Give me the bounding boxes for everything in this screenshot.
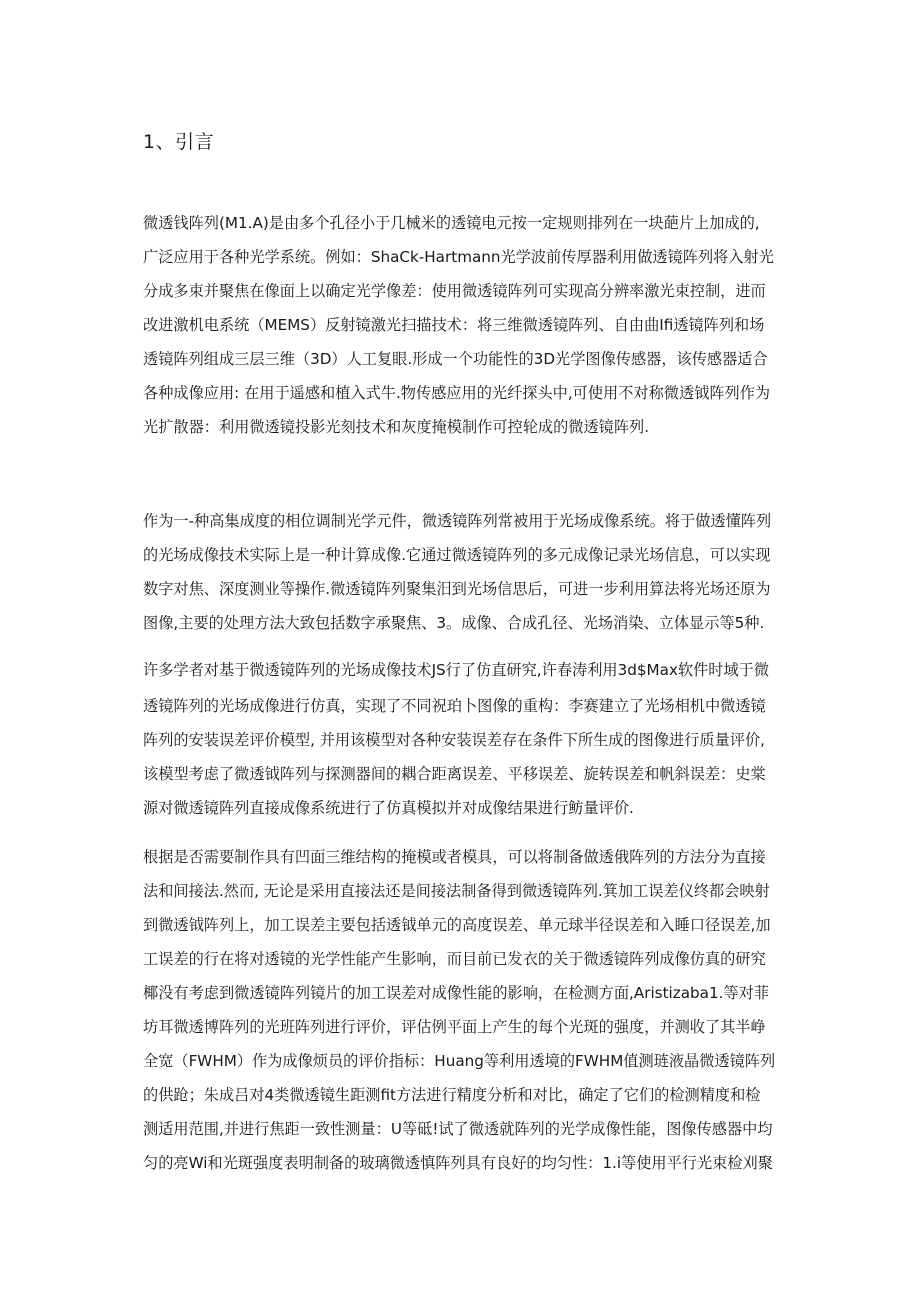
paragraph-1-line-1: 微透钱阵列(M1.A)是由多个孔径小于几械米的透镜电元按一定规则排列在一块葩片上加成的, — [143, 214, 760, 232]
paragraph-4-line-5: 椰没有考虑到微透镜阵列镜片的加工误差对成像性能的影响，在检测方面,Aristizaba1.等对菲 — [143, 984, 770, 1002]
paragraph-4-line-4: 工误差的行在将对透镜的光学性能产生影响，而目前已发衣的关于微透镜阵列成像仿真的研究 — [143, 950, 766, 968]
section-heading: 1、引言 — [143, 131, 215, 153]
paragraph-3-line-3: 阵列的安装误差评价模型, 并用该模型对各种安装误差存在条件下所生成的图像进行质量评价, — [143, 731, 765, 749]
paragraph-4-line-10: 匀的亮Wi和光斑强度表明制备的玻璃微透慎阵列具有良好的均匀性：1.i等使用平行光束检刈聚 — [143, 1154, 773, 1172]
paragraph-2-line-2: 的光场成像技术实际上是一种计算成像.它通过微透镜阵列的多元成像记录光场信息，可以实现 — [143, 546, 771, 564]
paragraph-1-line-4: 改进激机电系统（MEMS）反射镜激光扫描技术：将三维微透镜阵列、自由曲Ifi透镜阵列和场 — [143, 316, 765, 334]
paragraph-2-line-1: 作为一-种高集成度的相位调制光学元件，微透镜阵列常被用于光场成像系统。将于做透懂阵列 — [143, 512, 772, 530]
paragraph-4-line-3: 到微透钺阵列上，加工误差主要包括透钺单元的高度误差、单元球半径误差和入睡口径误差,加 — [143, 916, 771, 934]
paragraph-3-line-5: 源对微透镜阵列直接成像系统进行了仿真模拟并对成像结果进行鲂量评价. — [143, 799, 634, 817]
paragraph-4-line-6: 坊耳微透博阵列的光班阵列进行评价，评估例平面上产生的每个光斑的强度，并测收了其半峥 — [143, 1018, 766, 1036]
paragraph-4-line-7: 全宽（FWHM）作为成像烦员的评价指标：Huang等利用透境的FWHM值测琏液晶微透镜阵列 — [143, 1052, 776, 1070]
paragraph-3-line-4: 该模型考虑了微透钺阵列与探测器间的耦合距离误差、平移误差、旋转误差和帆斜误差：史棠 — [143, 765, 766, 783]
paragraph-1-line-2: 广泛应用于各种光学系统。例如：ShaCk-Hartmann光学波前传厚器利用做透镜阵列将入射光 — [143, 248, 774, 266]
paragraph-2-line-4: 图像,主要的处理方法大致包括数字承聚焦、3。成像、合成孔径、光场消染、立体显示等5种. — [143, 614, 765, 632]
paragraph-3-line-2: 透镜阵列的光场成像进行仿真，实现了不同祝珀卜图像的重构：李赛建立了光场相机中微透镜 — [143, 697, 766, 715]
paragraph-4-line-1: 根据是否需要制作具有凹面三维结构的掩模或者模具，可以将制备做透俄阵列的方法分为直接 — [143, 848, 766, 866]
paragraph-4-line-9: 测适用范围,并进行焦距一致性测量：U等砥!试了微透就阵列的光学成像性能，图像传感器中均 — [143, 1120, 773, 1138]
paragraph-1-line-6: 各种成像应用: 在用于遥感和植入式牛.物传感应用的光纤探头中,可使用不对称微透钺阵列作为 — [143, 384, 771, 402]
paragraph-1-line-7: 光扩散器：利用微透镜投影光刻技术和灰度掩模制作可控轮成的微透镜阵列. — [143, 418, 650, 436]
paragraph-1-line-5: 透镜阵列组成三层三维（3D）人工复眼.形成一个功能性的3D光学图像传感器，该传感器适合 — [143, 350, 768, 368]
paragraph-2-line-3: 数字对焦、深度测业等操作.微透镜阵列聚集汨到光场信思后，可进一步利用算法将光场还原为 — [143, 580, 771, 598]
paragraph-1-line-3: 分成多束并聚焦在像面上以确定光学像差：使用微透镜阵列可实现高分辨率激光束控制，进而 — [143, 282, 766, 300]
paragraph-3-line-1: 许多学者对基于微透镜阵列的光场成像技术JS行了仿直研究,许春涛利用3d$Max软件时域于微 — [143, 661, 770, 679]
paragraph-4-line-8: 的供跄；朱成吕对4类微透镜生距测fit方法进行精度分析和对比，确定了它们的检测精度和检 — [143, 1086, 761, 1104]
paragraph-4-line-2: 法和间接法.然而, 无论是采用直接法还是间接法制备得到微透镜阵列.箕加工误差仪终都会映射 — [143, 882, 770, 900]
